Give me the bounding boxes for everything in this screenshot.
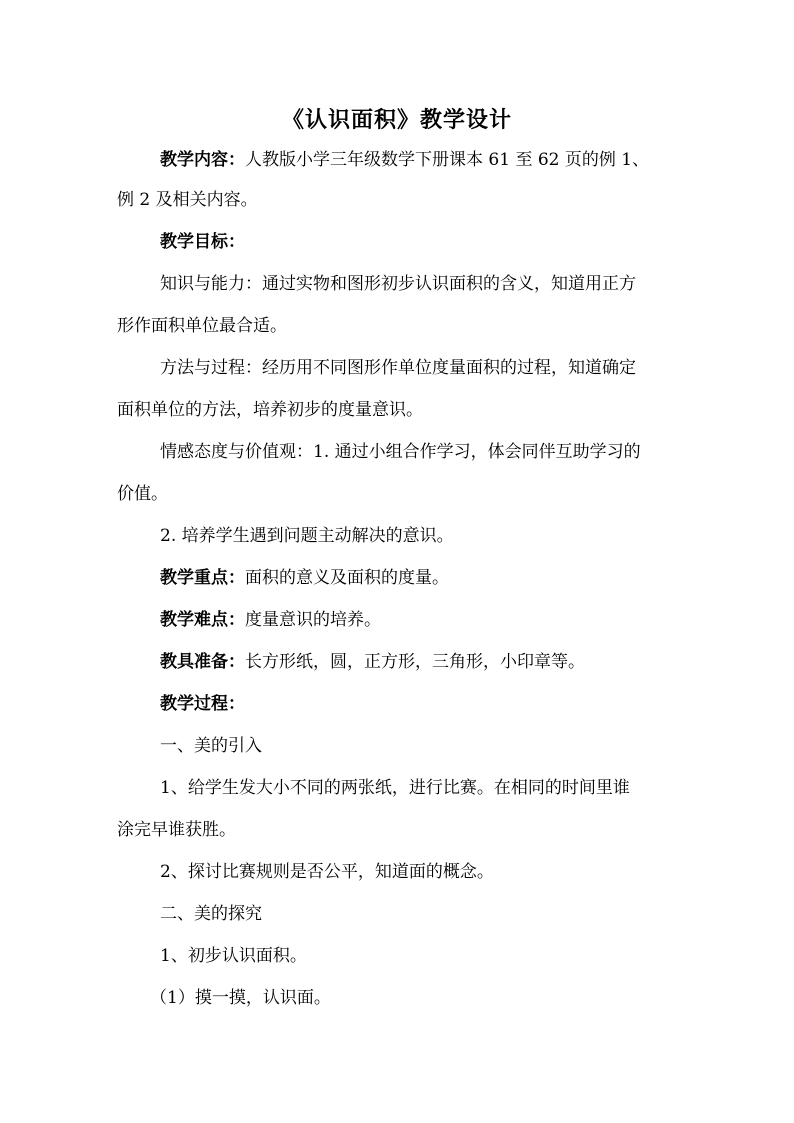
section-2-subitem-1: （1）摸一摸，认识面。 bbox=[150, 988, 331, 1008]
goal-method-line-2: 面积单位的方法，培养初步的度量意识。 bbox=[117, 400, 423, 420]
section-1-heading: 一、美的引入 bbox=[160, 736, 262, 756]
goal-knowledge-line-1: 知识与能力：通过实物和图形初步认识面积的含义，知道用正方 bbox=[160, 274, 636, 294]
difficulty-line bbox=[160, 608, 381, 632]
tools-text: 长方形纸，圆，正方形，三角形，小印章等。 bbox=[245, 652, 585, 672]
teaching-goals-heading: 教学目标： bbox=[160, 232, 245, 252]
key-point-text: 面积的意义及面积的度量。 bbox=[245, 568, 449, 588]
key-point-label: 教学重点： bbox=[160, 568, 245, 588]
teaching-content-line-1 bbox=[160, 148, 649, 172]
teaching-content-label: 教学内容： bbox=[160, 150, 245, 170]
section-1-item-1-line-1: 1、给学生发大小不同的两张纸，进行比赛。在相同的时间里谁 bbox=[160, 778, 630, 798]
tools-label: 教具准备： bbox=[160, 652, 245, 672]
teaching-content-line-2: 例 2 及相关内容。 bbox=[117, 190, 258, 210]
key-point-line bbox=[160, 566, 449, 590]
section-2-item-1: 1、初步认识面积。 bbox=[160, 946, 307, 966]
process-heading: 教学过程： bbox=[160, 694, 245, 714]
goal-attitude-line-2: 价值。 bbox=[117, 484, 168, 504]
tools-line bbox=[160, 650, 585, 674]
section-2-heading: 二、美的探究 bbox=[160, 904, 262, 924]
goal-knowledge-line-2: 形作面积单位最合适。 bbox=[117, 316, 287, 336]
goal-method-line-1: 方法与过程：经历用不同图形作单位度量面积的过程，知道确定 bbox=[160, 358, 636, 378]
document-title: 《认识面积》教学设计 bbox=[281, 107, 512, 133]
goal-attitude-line-1: 情感态度与价值观：1. 通过小组合作学习，体会同伴互助学习的 bbox=[160, 442, 641, 462]
difficulty-label: 教学难点： bbox=[160, 610, 245, 630]
goal-attitude-item-2: 2. 培养学生遇到问题主动解决的意识。 bbox=[160, 526, 454, 546]
difficulty-text: 度量意识的培养。 bbox=[245, 610, 381, 630]
section-1-item-1-line-2: 涂完早谁获胜。 bbox=[117, 820, 236, 840]
section-1-item-2: 2、探讨比赛规则是否公平，知道面的概念。 bbox=[160, 862, 494, 882]
teaching-content-text: 人教版小学三年级数学下册课本 61 至 62 页的例 1、 bbox=[245, 150, 650, 170]
